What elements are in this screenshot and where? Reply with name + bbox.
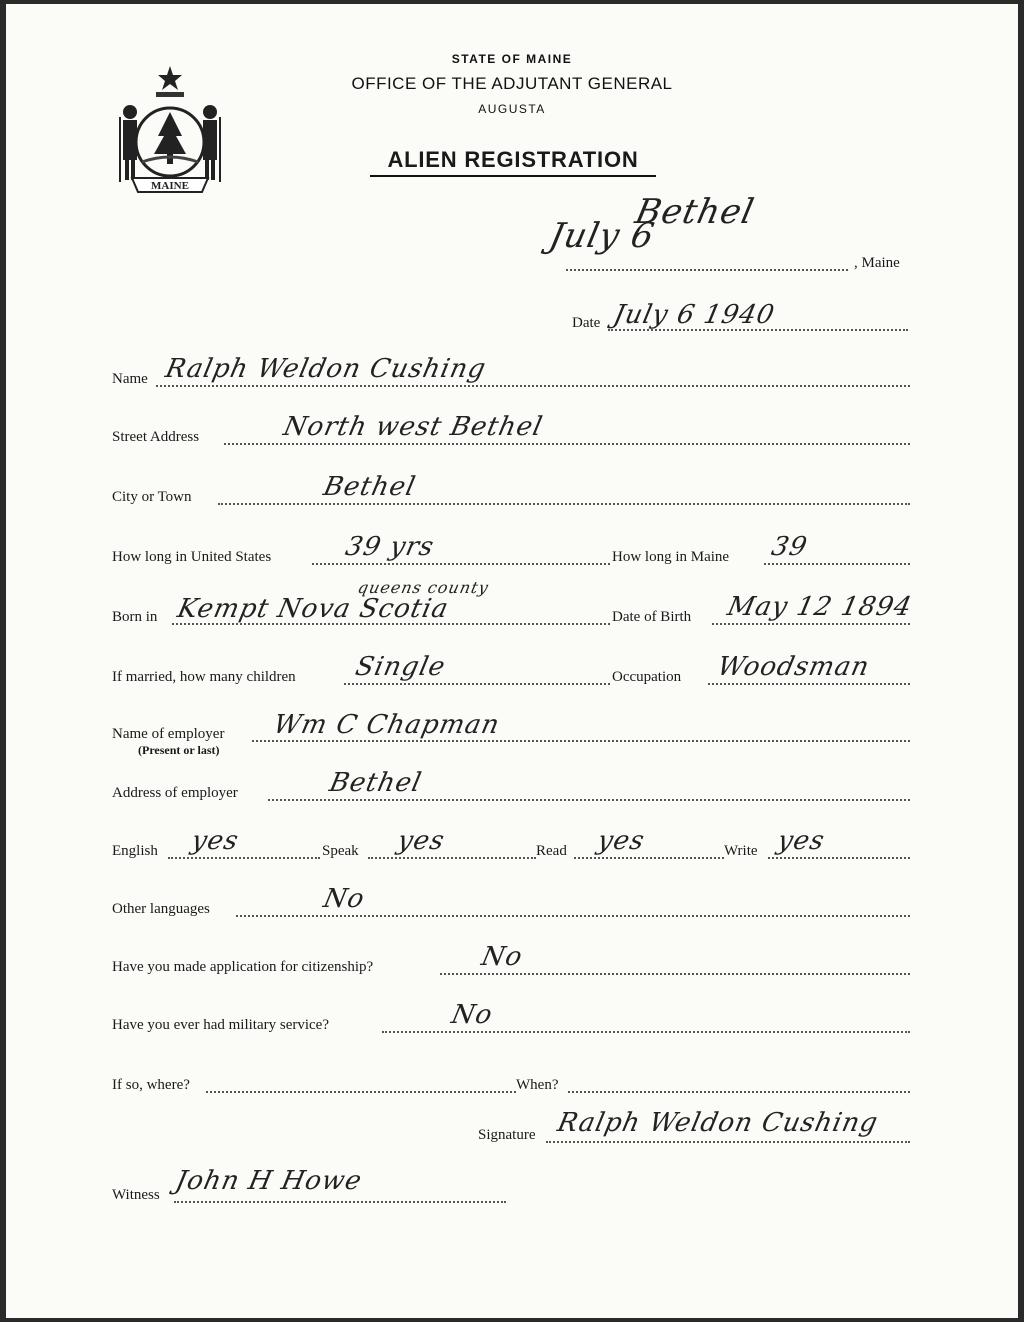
- citizenship-line: [440, 973, 910, 975]
- employer-sublabel: (Present or last): [138, 743, 220, 757]
- write-label: Write: [724, 843, 758, 859]
- witness-label: Witness: [112, 1187, 160, 1203]
- write-value: yes: [774, 826, 828, 856]
- english-line: [168, 857, 320, 859]
- maine-stay-label: How long in Maine: [612, 549, 730, 565]
- witness-value: John H Howe: [172, 1166, 365, 1196]
- children-value: Single: [352, 652, 449, 682]
- dob-line: [712, 623, 910, 625]
- date-label: Date: [572, 315, 601, 331]
- city-line: [218, 503, 910, 505]
- employer-address-value: Bethel: [326, 768, 425, 798]
- employer-line: [252, 740, 910, 742]
- city-label: City or Town: [112, 489, 192, 505]
- when-label: When?: [516, 1077, 559, 1093]
- occupation-line: [708, 683, 910, 685]
- other-lang-label: Other languages: [112, 901, 210, 917]
- seal-banner-text: MAINE: [151, 180, 189, 192]
- employer-address-line: [268, 799, 910, 801]
- write-line: [768, 857, 910, 859]
- citizenship-label: Have you made application for citizenship?: [112, 959, 374, 975]
- date-value: July 6 1940: [610, 300, 778, 330]
- witness-line: [174, 1201, 506, 1203]
- military-line: [382, 1031, 910, 1033]
- english-value: yes: [188, 826, 242, 856]
- us-value: 39 yrs: [342, 532, 438, 562]
- children-label: If married, how many children: [112, 669, 296, 685]
- occupation-value: Woodsman: [714, 652, 873, 682]
- born-label: Born in: [112, 609, 158, 625]
- place-value: Bethel: [631, 192, 758, 232]
- city-value: Bethel: [320, 472, 419, 502]
- english-label: English: [112, 843, 158, 859]
- employer-label: Name of employer: [112, 726, 225, 742]
- street-line: [224, 443, 910, 445]
- employer-value: Wm C Chapman: [270, 710, 503, 740]
- dob-label: Date of Birth: [612, 609, 692, 625]
- speak-value: yes: [394, 826, 448, 856]
- other-lang-line: [236, 915, 910, 917]
- children-line: [344, 683, 610, 685]
- military-value: No: [448, 1000, 496, 1030]
- born-value: Kempt Nova Scotia: [174, 594, 452, 624]
- citizenship-value: No: [478, 942, 526, 972]
- name-label: Name: [112, 371, 148, 387]
- place-prefix-value: July 6: [545, 216, 659, 256]
- registration-form: [6, 4, 1018, 1318]
- occupation-label: Occupation: [612, 669, 682, 685]
- name-value: Ralph Weldon Cushing: [162, 354, 489, 384]
- place-line: [566, 269, 848, 271]
- when-line: [568, 1091, 910, 1093]
- where-label: If so, where?: [112, 1077, 190, 1093]
- maine-stay-value: 39: [768, 532, 811, 562]
- military-label: Have you ever had military service?: [112, 1017, 329, 1033]
- read-line: [574, 857, 724, 859]
- office-heading: OFFICE OF THE ADJUTANT GENERAL: [351, 74, 673, 93]
- street-value: North west Bethel: [280, 412, 546, 442]
- us-label: How long in United States: [112, 549, 272, 565]
- employer-address-label: Address of employer: [112, 785, 238, 801]
- read-label: Read: [536, 843, 567, 859]
- state-heading: STATE OF MAINE: [451, 52, 573, 66]
- us-line: [312, 563, 610, 565]
- street-label: Street Address: [112, 429, 200, 445]
- signature-line: [546, 1141, 910, 1143]
- dob-value: May 12 1894: [724, 592, 915, 622]
- read-value: yes: [594, 826, 648, 856]
- speak-line: [368, 857, 536, 859]
- born-county-value: queens county: [355, 578, 491, 597]
- city-heading: AUGUSTA: [478, 102, 546, 116]
- maine-label: , Maine: [854, 255, 900, 271]
- other-lang-value: No: [320, 884, 368, 914]
- name-line: [156, 385, 910, 387]
- signature-value: Ralph Weldon Cushing: [554, 1108, 881, 1138]
- where-line: [206, 1091, 516, 1093]
- speak-label: Speak: [322, 843, 359, 859]
- form-title: ALIEN REGISTRATION: [370, 147, 656, 177]
- signature-label: Signature: [478, 1127, 536, 1143]
- maine-stay-line: [764, 563, 910, 565]
